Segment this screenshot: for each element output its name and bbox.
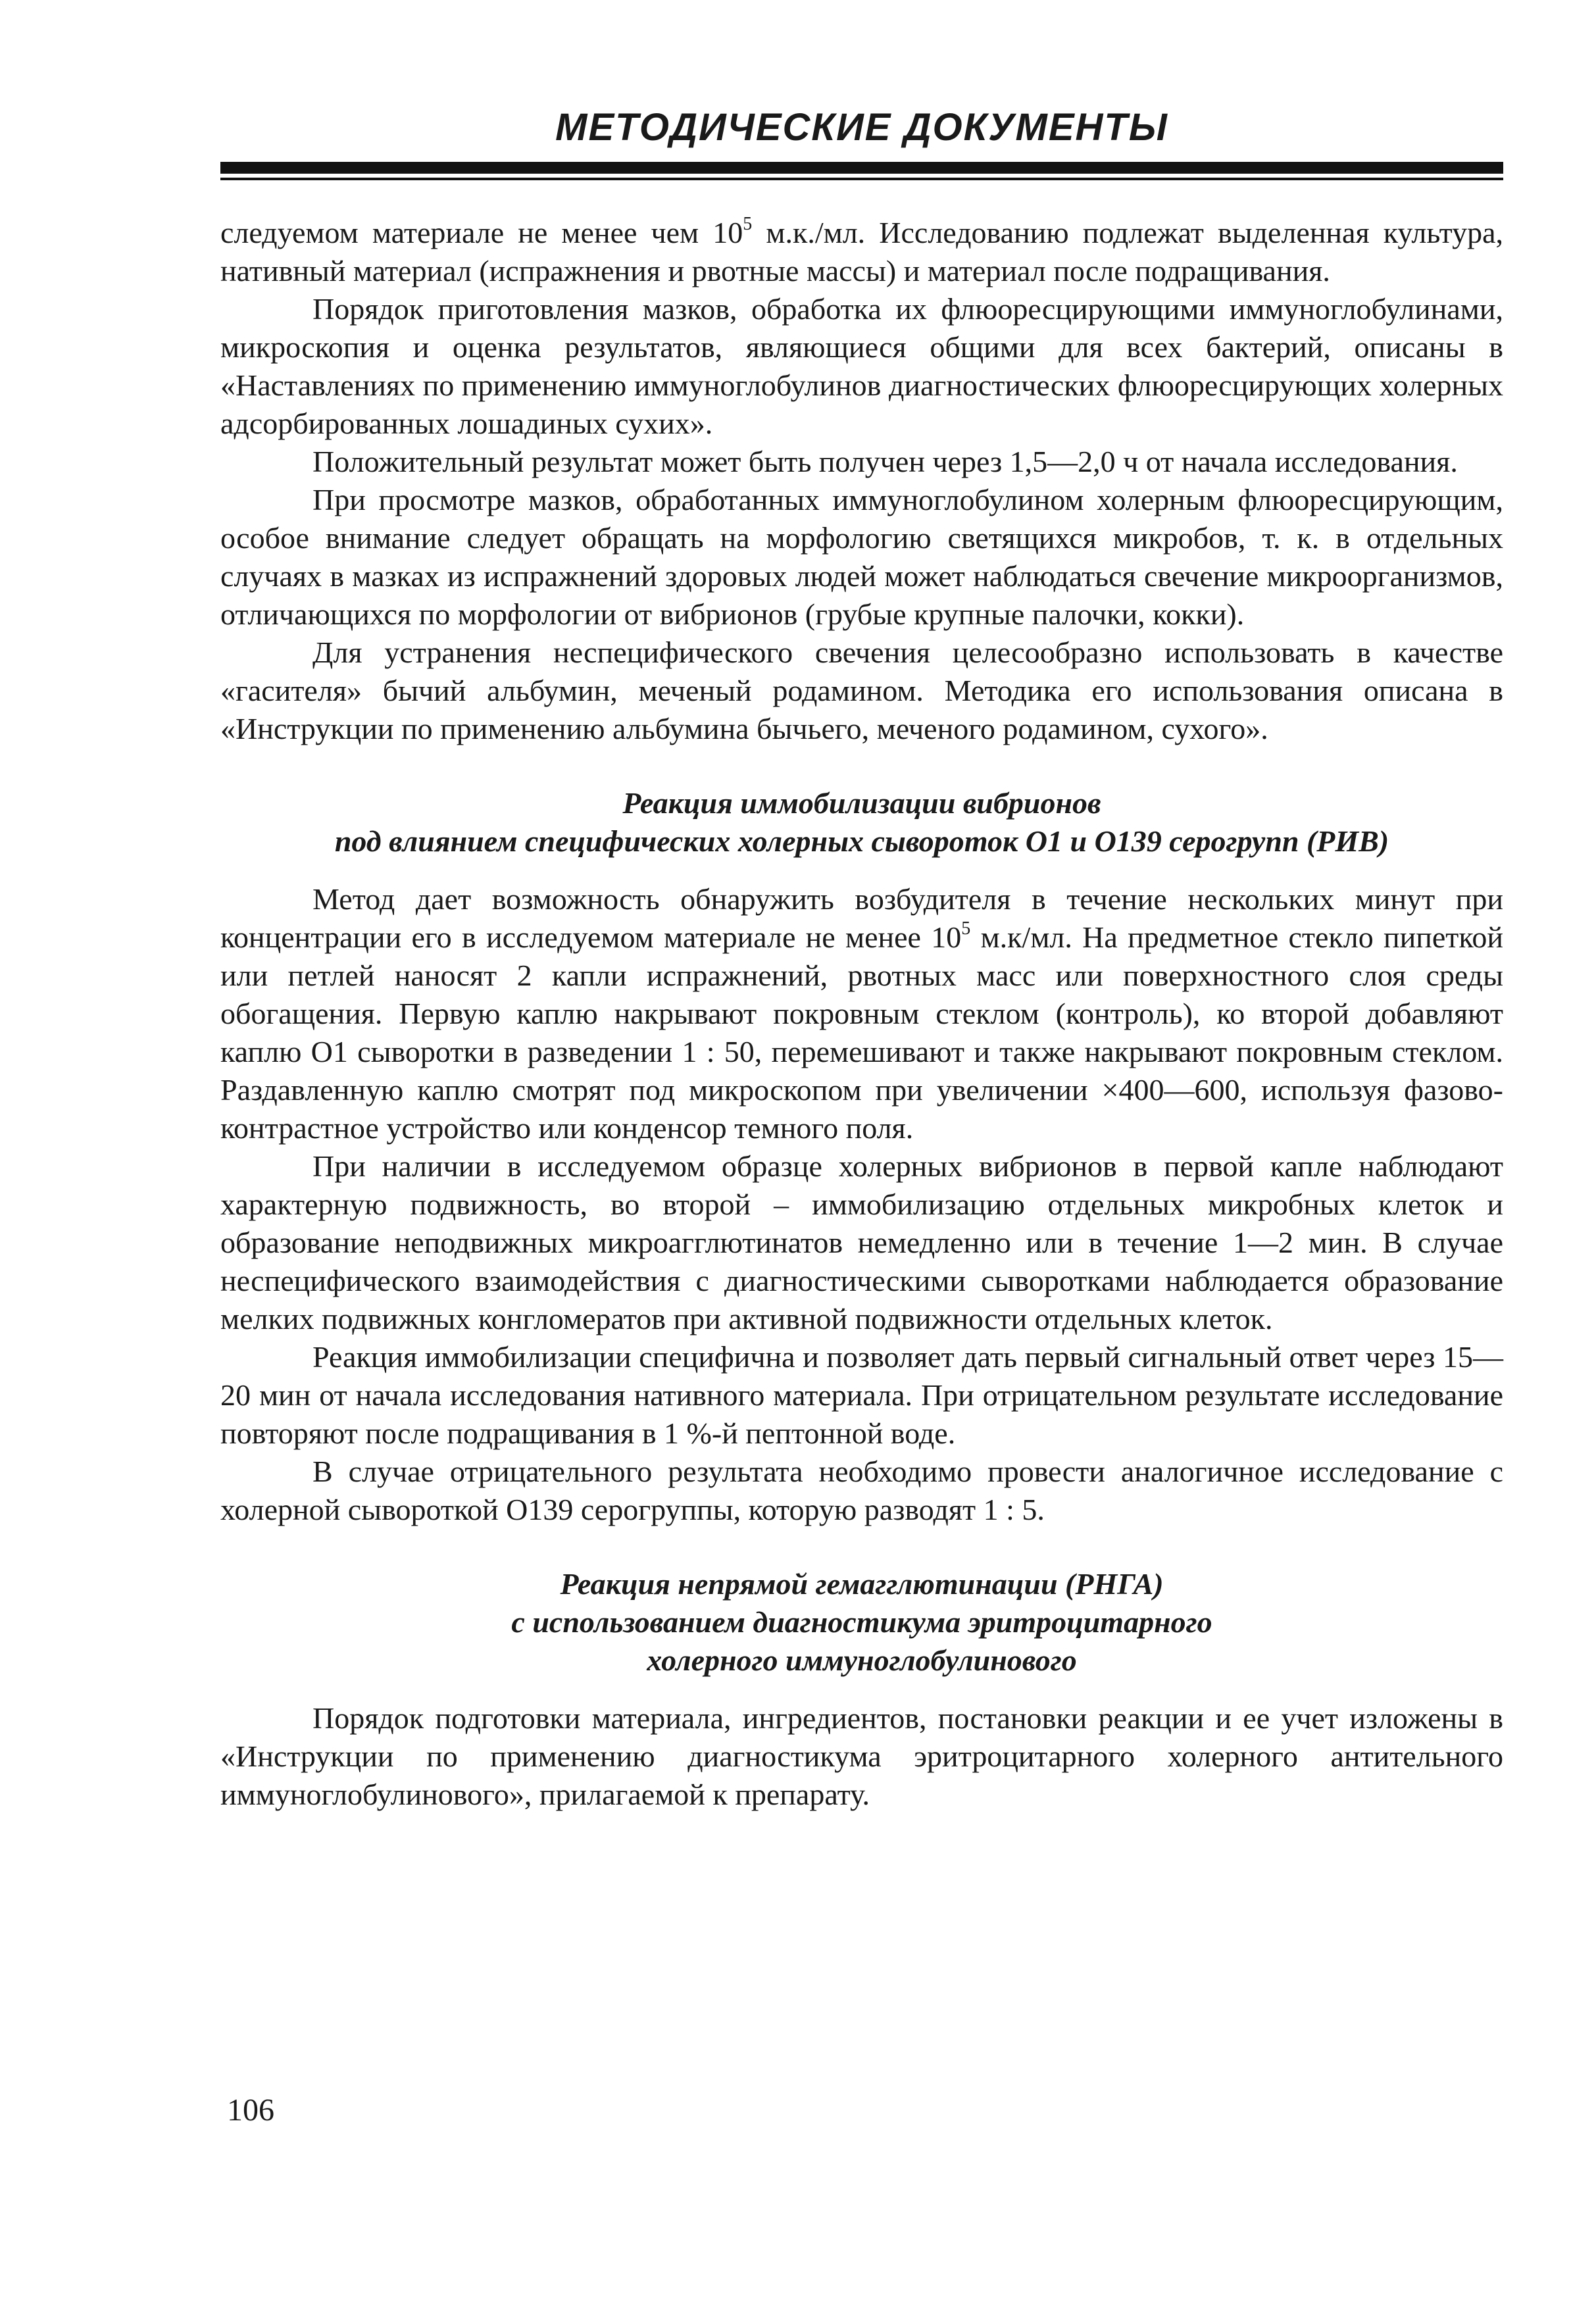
paragraph-quencher: Для устранения неспецифического свечения целесообразно использовать в качестве «гасителя» бычий альбумин, меченый родамином. Методика его использования описана в «Инструкции по применению альбумина бычьего, меченого родамином, сухого». — [220, 636, 1503, 745]
header-rule-thick — [220, 162, 1503, 174]
running-header: МЕТОДИЧЕСКИЕ ДОКУМЕНТЫ — [555, 106, 1168, 149]
page-number: 106 — [227, 2093, 274, 2128]
header-rule-thin — [220, 178, 1503, 180]
paragraph-smear-viewing: При просмотре мазков, обработанных иммуноглобулином холерным флюоресцирующим, особое внимание следует обращать на морфологию светящихся микробов, т. к. в отдельных случаях в мазках из испражнений здоровых людей может наблюдаться свечение микроорганизмов, отличающихся по морфологии от вибрионов (грубые крупные палочки, кокки). — [220, 483, 1503, 631]
paragraph-specificity: Реакция иммобилизации специфична и позволяет дать первый сигнальный ответ через 15—20 мин от начала исследования нативного материала. При отрицательном результате исследование повторяют после подращивания в 1 %-й пептонной воде. — [220, 1340, 1503, 1450]
section-heading-immobilization: Реакция иммобилизации вибрионов под влиянием специфических холерных сывороток О1 и О139 серогрупп (РИВ) — [334, 786, 1389, 858]
superscript-exponent: 5 — [743, 214, 753, 234]
paragraph-method-description: Метод дает возможность обнаружить возбудителя в течение нескольких минут при концентрации его в исследуемом материале не менее $10^5$ м.к/мл. На предметное стекло пипеткой или петлей наносят 2 капли испражнений, рвотных масс или поверхностного слоя среды обогащения. Первую каплю накрывают покровным стеклом (контроль), ко второй добавляют каплю О1 сыворотки в разведении 1 : 50, перемешивают и также накрывают покровным стеклом. Раздавленную каплю смотрят под микроскопом при увеличении ×400—600, используя фазово-контрастное устройство или конденсор темного поля. — [220, 882, 1503, 1145]
page-body — [220, 214, 1503, 1814]
paragraph-rnga-procedure: Порядок подготовки материала, ингредиентов, постановки реакции и ее учет изложены в «Инструкции по применению диагностикума эритроцитарного холерного антительного иммуноглобулинового», прилагаемой к препарату. — [220, 1701, 1503, 1811]
paragraph-smear-procedure: Порядок приготовления мазков, обработка их флюоресцирующими иммуноглобулинами, микроскопия и оценка результатов, являющиеся общими для всех бактерий, описаны в «Наставлениях по применению иммуноглобулинов диагностических флюоресцирующих холерных адсорбированных лошадиных сухих». — [220, 292, 1503, 440]
superscript-exponent: 5 — [961, 918, 971, 939]
paragraph-negative-result: В случае отрицательного результата необходимо провести аналогичное исследование с холерной сывороткой О139 серогруппы, которую разводят 1 : 5. — [220, 1455, 1503, 1526]
section-heading-hemagglutination: Реакция непрямой гемагглютинации (РНГА) с использованием диагностикума эритроцитарного холерного иммуноглобулинового — [511, 1567, 1212, 1677]
paragraph-positive-result: Положительный результат может быть получен через 1,5—2,0 ч от начала исследования. — [312, 445, 1458, 478]
paragraph-continuation: следуемом материале не менее чем $10^5$ м.к./мл. Исследованию подлежат выделенная культура, нативный материал (испражнения и рвотные массы) и материал после подращивания. — [220, 214, 1503, 287]
paragraph-observation: При наличии в исследуемом образце холерных вибрионов в первой капле наблюдают характерную подвижность, во второй – иммобилизацию отдельных микробных клеток и образование неподвижных микроагглютинатов немедленно или в течение 1—2 мин. В случае неспецифического взаимодействия с диагностическими сыворотками наблюдается образование мелких подвижных конгломератов при активной подвижности отдельных клеток. — [220, 1149, 1503, 1335]
